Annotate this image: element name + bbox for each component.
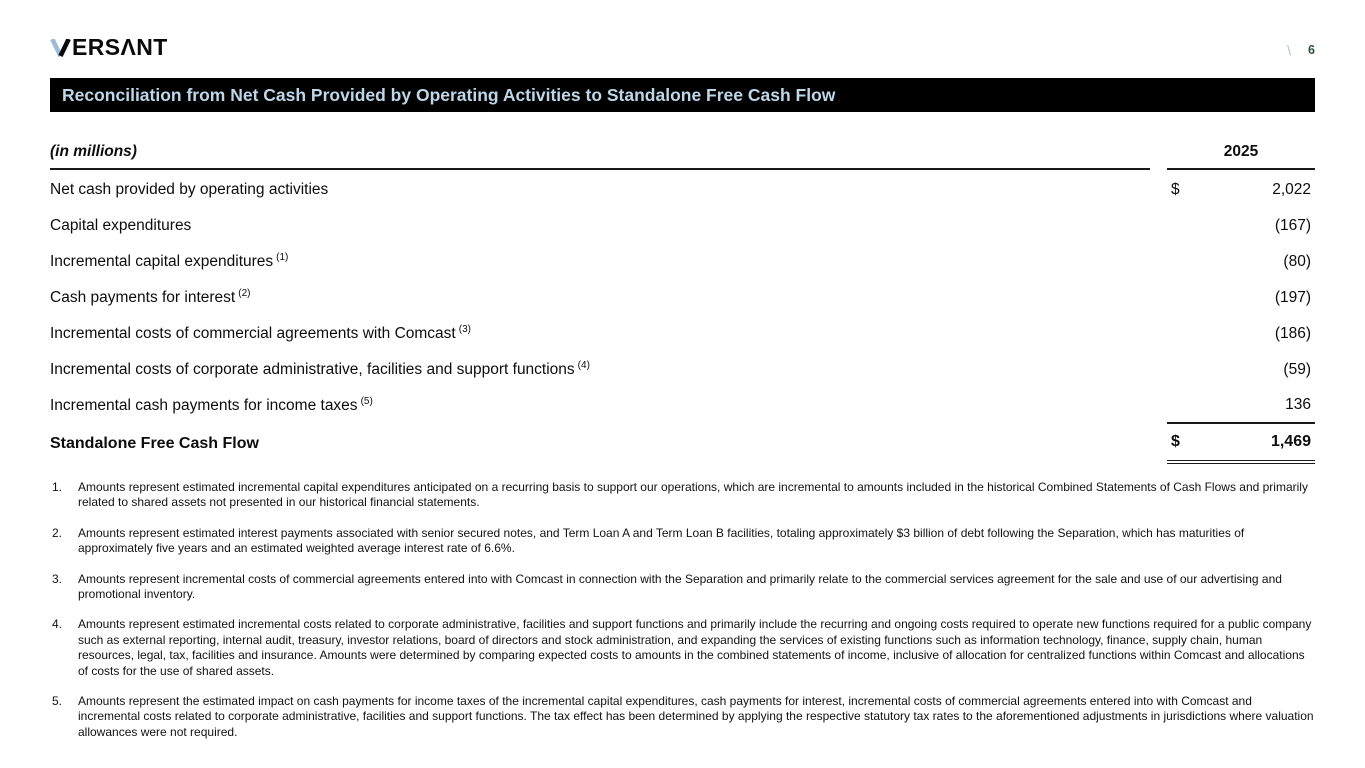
row-label: Incremental costs of corporate administrative, facilities and support functions bbox=[50, 361, 575, 378]
row-label: Cash payments for interest bbox=[50, 289, 236, 306]
row-value: (186) bbox=[1274, 325, 1311, 342]
footnote-text: Amounts represent the estimated impact on cash payments for income taxes of the incremental capital expenditures, cash payments for interest, incremental costs of commercial agreements entered into with Comcast and incremental costs related to corporate administrative, facilities and support functions. The tax effect has been determined by applying the respective statutory tax rates to the aforementioned adjustments in jurisdictions where valuation allowances were not required. bbox=[78, 694, 1314, 739]
footnote-ref: (3) bbox=[458, 323, 471, 335]
footnote-text: Amounts represent estimated incremental capital expenditures anticipated on a recurring basis to support our operations, which are incremental to amounts included in the historical Combined Statements of Cash Flows and primarily related to shared assets not presented in our historical financial statements. bbox=[78, 480, 1308, 510]
row-label: Net cash provided by operating activities bbox=[50, 181, 329, 198]
footnote-ref: (1) bbox=[276, 251, 289, 263]
page-separator: \ bbox=[1287, 42, 1292, 58]
table-row bbox=[50, 172, 1315, 208]
table-row bbox=[50, 280, 1315, 316]
table-row bbox=[50, 244, 1315, 280]
table-row bbox=[50, 208, 1315, 244]
versant-logo bbox=[50, 34, 168, 60]
footnotes bbox=[52, 480, 1315, 755]
footnote-number: 4. bbox=[52, 617, 63, 632]
recon-table bbox=[50, 143, 1315, 464]
row-label: Incremental costs of commercial agreements with Comcast bbox=[50, 325, 456, 342]
footnote bbox=[52, 526, 1315, 557]
footnote-number: 2. bbox=[52, 525, 63, 540]
footnote-ref: (5) bbox=[360, 395, 373, 407]
slide-title: Reconciliation from Net Cash Provided by Operating Activities to Standalone Free Cash Flow bbox=[62, 84, 836, 105]
total-value: 1,469 bbox=[1270, 433, 1311, 450]
footnote-number: 1. bbox=[52, 480, 63, 494]
logo-wordmark: ERSΛNT bbox=[72, 34, 168, 60]
table-body bbox=[50, 172, 1315, 464]
year-header: 2025 bbox=[1167, 143, 1315, 170]
unit-label: (in millions) bbox=[50, 143, 1150, 170]
footnote-text: Amounts represent estimated incremental costs related to corporate administrative, facilities and support functions and primarily include the recurring and ongoing costs required to operate new functions required for a public company such as external reporting, internal audit, treasury, investor relations, board of directors and stock administration, and expanding the services of existing functions such as information technology, finance, supply chain, human resources, legal, tax, facilities and insurance. Amounts were determined by comparing expected costs to amounts in the combined statements of income, inclusive of allocation for centralized functions within Comcast and allocations of costs for the use of shared assets. bbox=[78, 617, 1312, 678]
table-row bbox=[50, 388, 1315, 424]
footnote-number: 3. bbox=[52, 571, 63, 586]
footnote bbox=[52, 572, 1315, 603]
row-label: Incremental capital expenditures bbox=[50, 253, 274, 270]
table-row bbox=[50, 352, 1315, 388]
footnote-text: Amounts represent incremental costs of commercial agreements entered into with Comcast in connection with the Separation and primarily relate to the commercial services agreement for the sale and use of our advertising and promotional inventory. bbox=[78, 571, 1282, 602]
row-value: (80) bbox=[1283, 253, 1311, 270]
row-value: 136 bbox=[1285, 396, 1311, 413]
footnote-ref: (4) bbox=[577, 359, 590, 371]
row-label: Capital expenditures bbox=[50, 217, 192, 234]
page-number: 6 bbox=[1308, 43, 1315, 57]
title-banner bbox=[50, 78, 1315, 112]
footnote bbox=[52, 617, 1315, 679]
total-label: Standalone Free Cash Flow bbox=[50, 435, 259, 452]
footnote-number: 5. bbox=[52, 694, 63, 709]
table-row bbox=[50, 316, 1315, 352]
total-row bbox=[50, 424, 1315, 464]
currency-symbol: $ bbox=[1171, 433, 1180, 450]
page-info bbox=[1287, 42, 1315, 58]
row-label: Incremental cash payments for income taxes bbox=[50, 397, 358, 414]
footnote bbox=[52, 480, 1315, 511]
table-header-row bbox=[50, 143, 1315, 170]
logo-v-glyph bbox=[50, 39, 71, 57]
row-value: (167) bbox=[1274, 217, 1311, 234]
currency-symbol: $ bbox=[1171, 181, 1180, 198]
footnote-text: Amounts represent estimated interest payments associated with senior secured notes, and Term Loan A and Term Loan B facilities, totaling approximately $3 billion of debt following the Separation, which has maturities of approximately five years and an estimated weighted average interest rate of 6.6%. bbox=[78, 525, 1245, 556]
footnote bbox=[52, 694, 1315, 740]
row-value: (197) bbox=[1274, 289, 1311, 306]
footnote-ref: (2) bbox=[238, 287, 251, 299]
row-value: 2,022 bbox=[1272, 181, 1311, 198]
row-value: (59) bbox=[1283, 361, 1311, 378]
